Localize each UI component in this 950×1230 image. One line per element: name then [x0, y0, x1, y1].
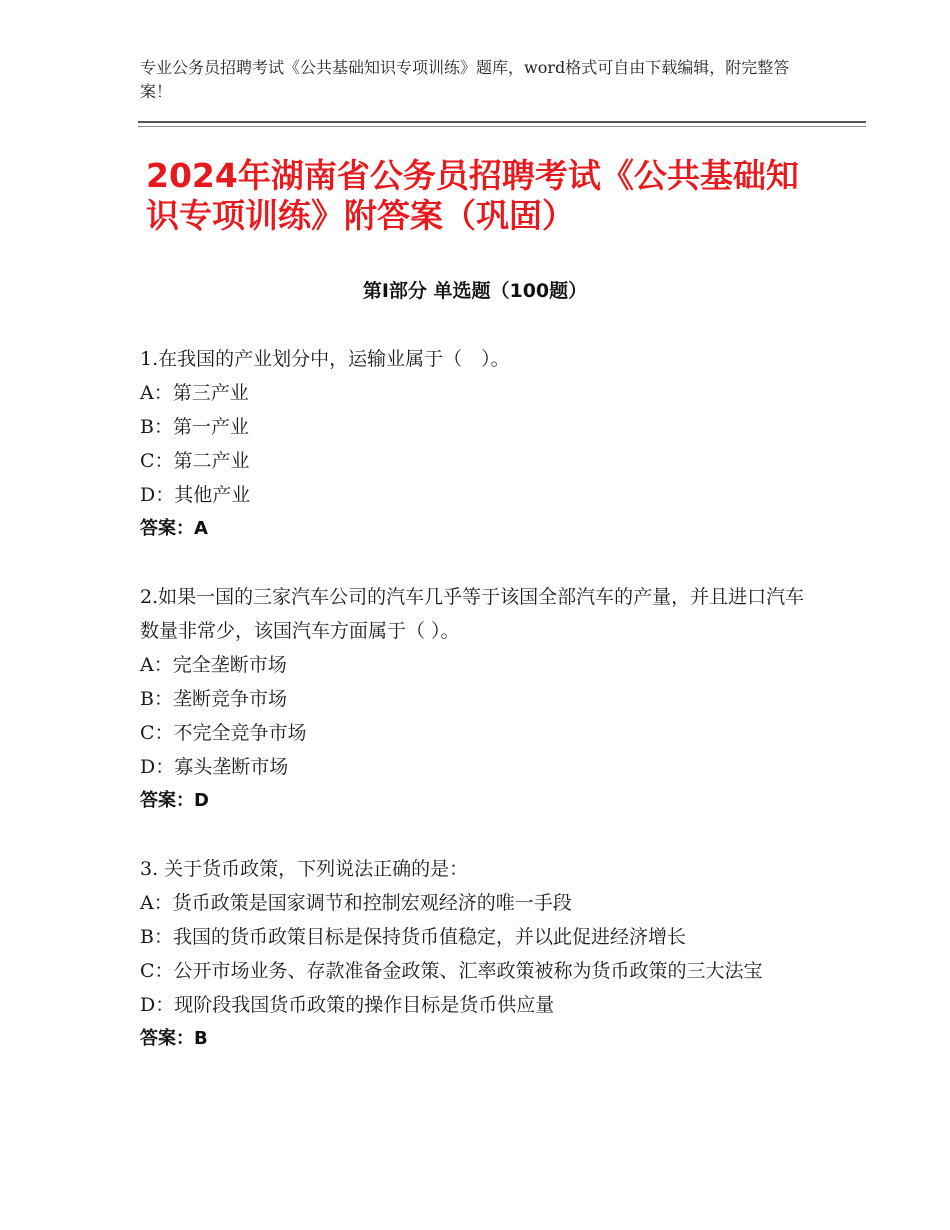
option-b: B：第一产业 — [140, 416, 249, 438]
question-item — [140, 580, 810, 818]
option-b: B：垄断竞争市场 — [140, 688, 287, 710]
question-stem: 2.如果一国的三家汽车公司的汽车几乎等于该国全部汽车的产量，并且进口汽车数量非常少，该国汽车方面属于（ ）。 — [140, 586, 805, 642]
option-a: A：第三产业 — [140, 382, 249, 404]
answer-line: 答案：A — [140, 518, 208, 539]
question-list — [140, 342, 810, 1090]
option-c: C：不完全竞争市场 — [140, 722, 307, 744]
option-d: D：现阶段我国货币政策的操作目标是货币供应量 — [140, 994, 555, 1016]
option-b: B：我国的货币政策目标是保持货币值稳定，并以此促进经济增长 — [140, 926, 686, 948]
option-c: C：公开市场业务、存款准备金政策、汇率政策被称为货币政策的三大法宝 — [140, 960, 763, 982]
header-note: 专业公务员招聘考试《公共基础知识专项训练》题库，word格式可自由下载编辑，附完整答案！ — [140, 58, 790, 101]
option-c: C：第二产业 — [140, 450, 250, 472]
option-a: A：货币政策是国家调节和控制宏观经济的唯一手段 — [140, 892, 572, 914]
question-stem: 1.在我国的产业划分中，运输业属于（ ）。 — [140, 348, 510, 370]
section-title: 第Ⅰ部分 单选题（100题） — [362, 280, 588, 302]
header-rule-thin — [138, 126, 866, 127]
question-stem: 3. 关于货币政策，下列说法正确的是： — [140, 858, 469, 880]
document-title: 2024年湖南省公务员招聘考试《公共基础知识专项训练》附答案（巩固） — [146, 156, 799, 235]
question-item — [140, 852, 810, 1056]
option-d: D：寡头垄断市场 — [140, 756, 289, 778]
option-d: D：其他产业 — [140, 484, 251, 506]
option-a: A：完全垄断市场 — [140, 654, 287, 676]
question-item — [140, 342, 810, 546]
answer-line: 答案：B — [140, 1028, 208, 1049]
answer-line: 答案：D — [140, 790, 209, 811]
header-rule-thick — [138, 121, 866, 123]
